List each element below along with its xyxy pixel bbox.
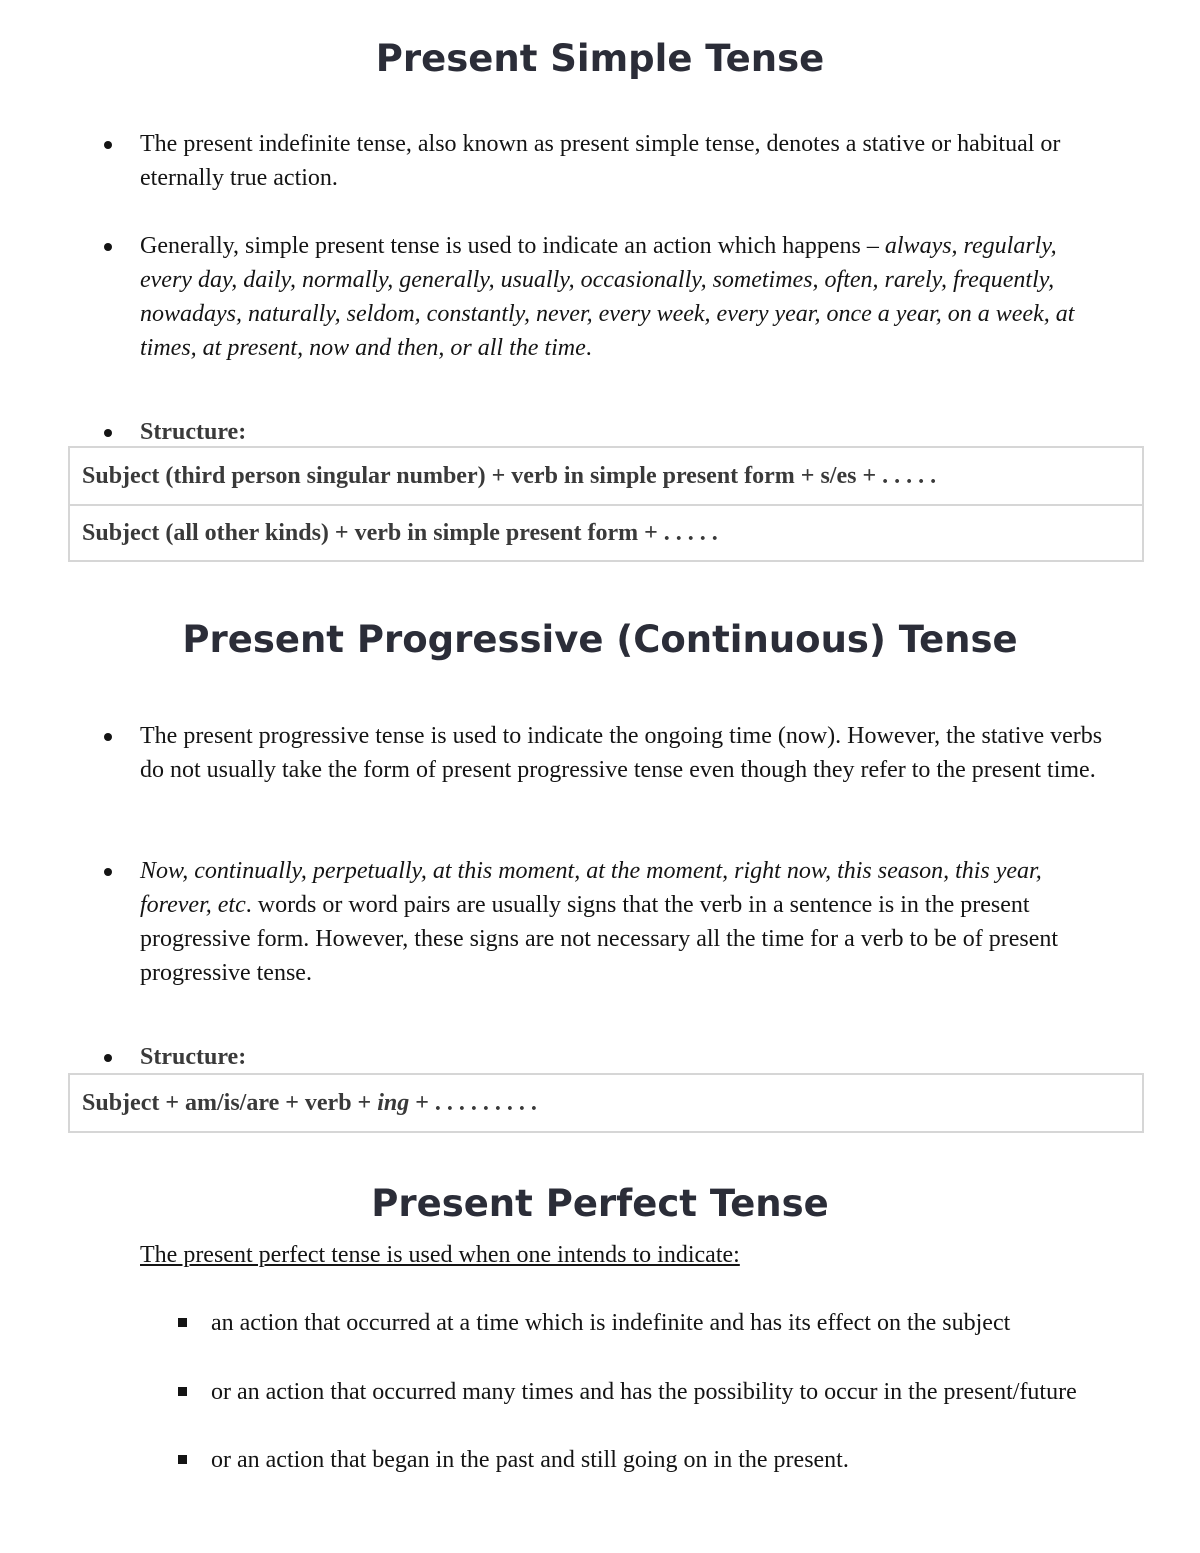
progressive-bullet-definition	[104, 719, 1104, 787]
progressive-signs-words: Now, continually, perpetually, at this moment, at the moment, right now, this season, this year, forever, etc	[140, 858, 1042, 918]
perfect-item-text: or an action that occurred many times and has the possibility to occur in the present/future	[211, 1379, 1077, 1405]
simple-structure-label: Structure:	[140, 419, 247, 445]
present-progressive-heading: Present Progressive (Continuous) Tense	[182, 618, 1018, 661]
perfect-item-text: or an action that began in the past and still going on in the present.	[211, 1447, 849, 1473]
simple-usage-adverbs: always, regularly, every day, daily, normally, generally, usually, occasionally, sometimes, often, rarely, frequently, nowadays, naturally, seldom, constantly, never, every week, every year, once a year, on a week, at times, at present, now and then, or all the time	[140, 233, 1075, 361]
bullet-dot-icon	[104, 429, 112, 437]
progressive-structure-pre: Subject + am/is/are + verb +	[82, 1089, 378, 1116]
simple-bullet-definition	[104, 127, 1104, 195]
perfect-item	[178, 1443, 1078, 1477]
square-bullet-icon	[178, 1318, 187, 1327]
square-bullet-icon	[178, 1455, 187, 1464]
progressive-bullet-signs	[104, 854, 1104, 990]
simple-structure-row-other: Subject (all other kinds) + verb in simple present form + . . . . .	[70, 504, 1142, 560]
perfect-item	[178, 1306, 1078, 1340]
simple-usage-end: .	[585, 335, 592, 361]
present-simple-heading: Present Simple Tense	[375, 37, 825, 80]
progressive-structure-ing: ing	[377, 1089, 410, 1116]
bullet-dot-icon	[104, 868, 112, 876]
progressive-bullet-structure	[104, 1040, 1104, 1074]
progressive-definition-text: The present progressive tense is used to indicate the ongoing time (now). However, the stative verbs do not usually take the form of present progressive tense even though they refer to the present time.	[140, 723, 1103, 783]
perfect-item-text: an action that occurred at a time which is indefinite and has its effect on the subject	[211, 1310, 1011, 1336]
simple-structure-table	[68, 446, 1144, 562]
simple-bullet-structure	[104, 415, 1104, 449]
bullet-dot-icon	[104, 1054, 112, 1062]
progressive-structure-table	[68, 1073, 1144, 1133]
progressive-structure-label: Structure:	[140, 1044, 247, 1070]
bullet-dot-icon	[104, 733, 112, 741]
simple-definition-text: The present indefinite tense, also known as present simple tense, denotes a stative or habitual or eternally true action.	[140, 131, 1061, 191]
simple-structure-row-third-person: Subject (third person singular number) + verb in simple present form + s/es + . . . . .	[82, 462, 937, 489]
progressive-signs-text	[140, 854, 1104, 990]
progressive-structure-post: + . . . . . . . . .	[409, 1089, 537, 1116]
simple-usage-text	[140, 229, 1104, 365]
bullet-dot-icon	[104, 243, 112, 251]
progressive-structure-row	[70, 1075, 1142, 1131]
square-bullet-icon	[178, 1387, 187, 1396]
perfect-intro: The present perfect tense is used when one intends to indicate:	[140, 1242, 740, 1268]
simple-usage-lead: Generally, simple present tense is used to indicate an action which happens –	[140, 233, 885, 259]
simple-bullet-usage	[104, 229, 1104, 365]
perfect-item	[178, 1375, 1078, 1409]
present-perfect-heading: Present Perfect Tense	[371, 1182, 829, 1225]
progressive-signs-rest: . words or word pairs are usually signs that the verb in a sentence is in the present progressive form. However, these signs are not necessary all the time for a verb to be of present progressive tense.	[140, 892, 1059, 986]
bullet-dot-icon	[104, 141, 112, 149]
